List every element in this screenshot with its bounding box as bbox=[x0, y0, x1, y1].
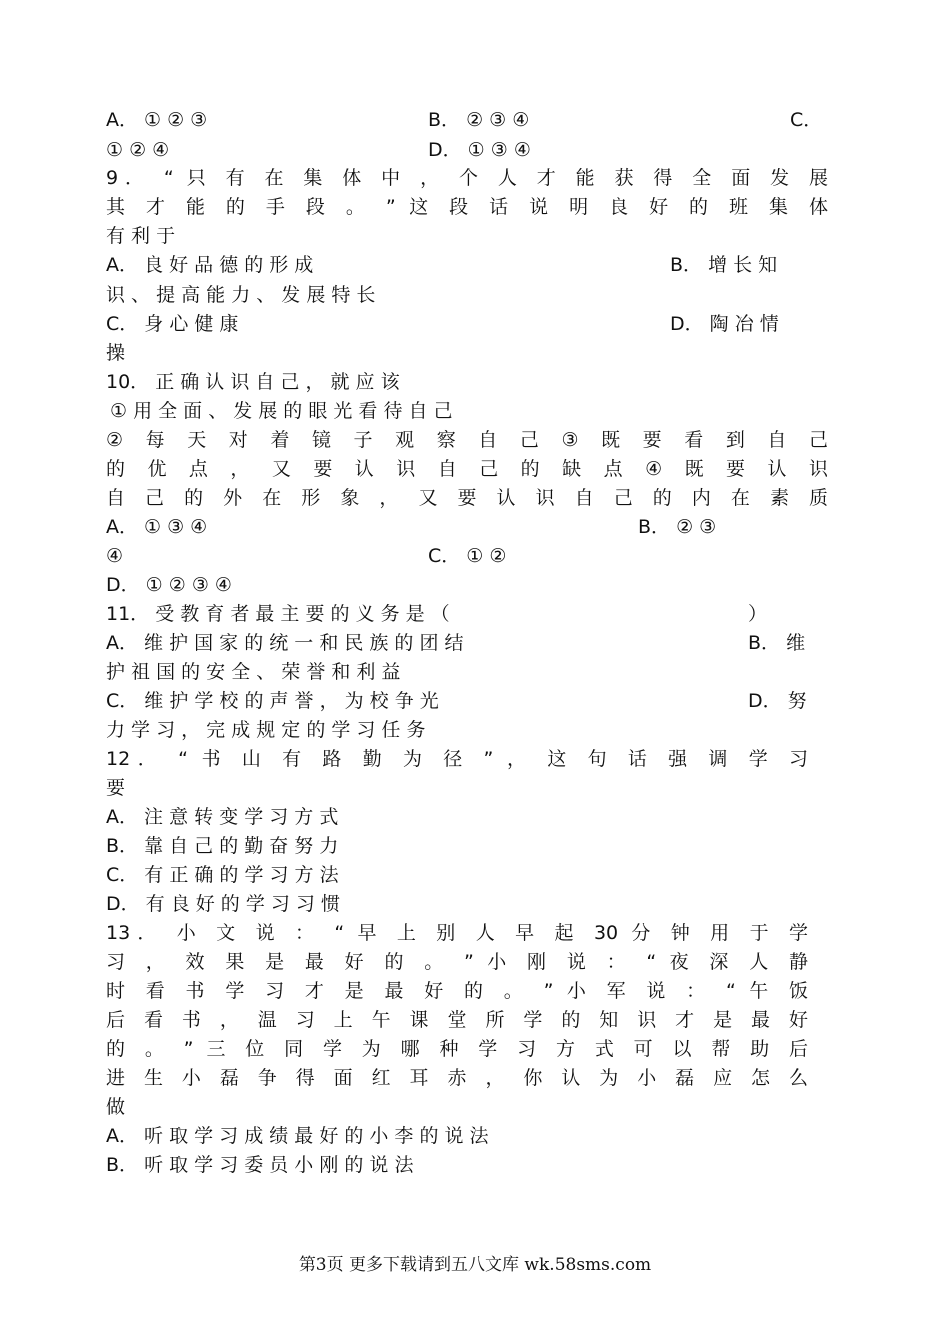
question-text: 做 bbox=[106, 1096, 126, 1118]
question-text: 习 ， 效 果 是 最 好 的 。 ” 小 刚 说 ： “ 夜 深 人 静 bbox=[106, 951, 808, 973]
question-text: 后 看 书 ， 温 习 上 午 课 堂 所 学 的 知 识 才 是 最 好 bbox=[106, 1009, 808, 1031]
question-text: ② 每 天 对 着 镜 子 观 察 自 己 ③ 既 要 看 到 自 己 bbox=[106, 429, 828, 451]
option-line: A． ① ③ ④ bbox=[106, 516, 208, 538]
option-line: A． 良 好 品 德 的 形 成 bbox=[106, 254, 314, 276]
option-line: C． bbox=[790, 109, 823, 131]
option-line: B． 增 长 知 bbox=[670, 254, 778, 276]
option-line: A． 维 护 国 家 的 统 一 和 民 族 的 团 结 bbox=[106, 632, 464, 654]
option-line: B． ② ③ ④ bbox=[428, 109, 530, 131]
option-line: D． 有 良 好 的 学 习 习 惯 bbox=[106, 893, 340, 915]
option-line: A． 听 取 学 习 成 绩 最 好 的 小 李 的 说 法 bbox=[106, 1125, 489, 1147]
option-line: D． ① ② ③ ④ bbox=[106, 574, 232, 596]
option-line: 护 祖 国 的 安 全 、 荣 誉 和 利 益 bbox=[106, 661, 401, 683]
option-line: A． ① ② ③ bbox=[106, 109, 208, 131]
option-line: C． 维 护 学 校 的 声 誉 ， 为 校 争 光 bbox=[106, 690, 439, 712]
option-line: B． ② ③ bbox=[638, 516, 717, 538]
option-line: A． 注 意 转 变 学 习 方 式 bbox=[106, 806, 339, 828]
option-line: B． 维 bbox=[748, 632, 806, 654]
question-text: 13． 小 文 说 ： “ 早 上 别 人 早 起 30 分 钟 用 于 学 bbox=[106, 922, 808, 944]
option-line: C． 有 正 确 的 学 习 方 法 bbox=[106, 864, 339, 886]
question-text: 的 优 点 ， 又 要 认 识 自 己 的 缺 点 ④ 既 要 认 识 bbox=[106, 458, 828, 480]
option-line: ① ② ④ bbox=[106, 139, 170, 161]
question-text: 其 才 能 的 手 段 。 ” 这 段 话 说 明 良 好 的 班 集 体 bbox=[106, 196, 828, 218]
option-line: B． 听 取 学 习 委 员 小 刚 的 说 法 bbox=[106, 1154, 414, 1176]
question-text: ① 用 全 面 、 发 展 的 眼 光 看 待 自 己 bbox=[110, 400, 453, 422]
question-text: 进 生 小 磊 争 得 面 红 耳 赤 ， 你 认 为 小 磊 应 怎 么 bbox=[106, 1067, 808, 1089]
question-text: 自 己 的 外 在 形 象 ， 又 要 认 识 自 己 的 内 在 素 质 bbox=[106, 487, 828, 509]
option-line: C． 身 心 健 康 bbox=[106, 313, 239, 335]
option-line: D． ① ③ ④ bbox=[428, 139, 531, 161]
option-line: 力 学 习 ， 完 成 规 定 的 学 习 任 务 bbox=[106, 719, 426, 741]
option-line: 操 bbox=[106, 342, 126, 364]
question-text: 的 。 ” 三 位 同 学 为 哪 种 学 习 方 式 可 以 帮 助 后 bbox=[106, 1038, 808, 1060]
question-text: ） bbox=[748, 603, 768, 625]
question-text: 时 看 书 学 习 才 是 最 好 的 。 ” 小 军 说 ： “ 午 饭 bbox=[106, 980, 808, 1002]
option-line: C． ① ② bbox=[428, 545, 507, 567]
question-text: 12． “ 书 山 有 路 勤 为 径 ” ， 这 句 话 强 调 学 习 bbox=[106, 748, 808, 770]
page-footer: 第3页 更多下载请到五八文库 wk.58sms.com bbox=[298, 1255, 652, 1275]
question-text: 有 利 于 bbox=[106, 225, 176, 247]
option-line: 识 、 提 高 能 力 、 发 展 特 长 bbox=[106, 284, 376, 306]
option-line: ④ bbox=[106, 545, 124, 567]
question-text: 要 bbox=[106, 777, 126, 799]
question-text: 11． 受 教 育 者 最 主 要 的 义 务 是 （ bbox=[106, 603, 450, 625]
question-text: 10． 正 确 认 识 自 己 ， 就 应 该 bbox=[106, 371, 400, 393]
option-line: B． 靠 自 己 的 勤 奋 努 力 bbox=[106, 835, 339, 857]
option-line: D． 陶 冶 情 bbox=[670, 313, 779, 335]
question-text: 9． “ 只 有 在 集 体 中 ， 个 人 才 能 获 得 全 面 发 展 bbox=[106, 167, 828, 189]
option-line: D． 努 bbox=[748, 690, 807, 712]
